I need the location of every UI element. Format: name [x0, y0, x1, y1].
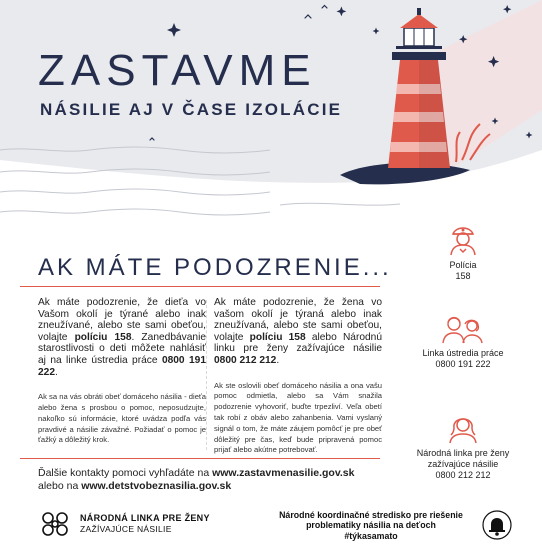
contacts-prefix-1: Ďalšie kontakty pomoci vyhľadáte na — [38, 467, 213, 479]
hero-banner — [0, 0, 542, 235]
coordination-center — [266, 510, 476, 541]
contacts-prefix-2: alebo na — [38, 479, 82, 492]
contacts-line-1 — [38, 467, 354, 480]
womens-line-contact — [388, 410, 538, 481]
labor-label: Linka ústredia práce — [422, 348, 504, 358]
police-contact — [388, 222, 538, 282]
page-title: ZASTAVME — [38, 46, 317, 95]
womens-line-number: 0800 212 212 — [435, 470, 491, 480]
right-women-number: 0800 212 212 — [214, 354, 277, 366]
left-text-e: . — [55, 366, 58, 378]
column-divider — [206, 300, 207, 450]
bell-icon — [482, 510, 512, 540]
logo-line-2: ZAŽÍVAJÚCE NÁSILIE — [80, 524, 172, 534]
logo-line-1: NÁRODNÁ LINKA PRE ŽENY — [80, 513, 210, 523]
left-text-a: Ak máte podozrenie, že dieťa vo Vašom okolí je týrané alebo inak zneužívané, alebo ste sami obeťou, volajte — [38, 297, 206, 343]
labor-number: 0800 191 222 — [435, 359, 491, 369]
contacts-line-2 — [38, 480, 354, 493]
right-paragraph-small: Ak ste oslovili obeť domáceho násilia a ona vašu pomoc odmietla, alebo sa Vám snažila podozrenie vyhovoriť, buďte trpezliví. Veľa obetí tak robí z obáv alebo zahanbenia. Vami vyslaný signál o tom, že máte záujem pomôcť je pre obeť dôležitý pre čas, keď bude pripravená pomoc prijať alebo akútne potrebovať. — [214, 380, 382, 455]
org-line-2: problematiky násilia na deťoch — [306, 520, 436, 531]
right-text-c: alebo Národnú linku pre ženy zažívajúce násilie — [214, 331, 383, 355]
contacts-block — [38, 467, 354, 492]
left-column — [38, 297, 206, 446]
hashtag: #týkasamato — [344, 530, 398, 541]
right-text-a: Ak máte podozrenie, že žena vo vašom okolí je týraná alebo inak zneužívaná, alebo ste sami obeťou, volajte — [214, 297, 382, 343]
police-label: Polícia — [449, 260, 477, 270]
page-subtitle: NÁSILIE AJ V ČASE IZOLÁCIE — [40, 100, 343, 119]
family-icon — [441, 314, 485, 344]
left-text-c: . Zanedbávanie starostlivosti o deti môžete nahlásiť aj na linke ústredia práce — [38, 331, 207, 366]
left-labor-number: 0800 191 222 — [38, 354, 206, 378]
left-paragraph-main — [38, 297, 206, 378]
left-paragraph-small: Ak sa na vás obráti obeť domáceho násilia - dieťa alebo žena s prosbou o pomoc, neposudzujte, nakoľko sú informácie, ktoré uvádza podľa vás pravdivé a násilie závažné. Požiadať o pomoc je ťažký a dôležitý krok. — [38, 392, 206, 445]
section-heading: AK MÁTE PODOZRENIE... — [38, 254, 392, 281]
org-line-1: Národné koordinačné stredisko pre riešenie — [279, 510, 463, 520]
police-officer-icon — [446, 222, 480, 256]
right-text-e: . — [276, 354, 280, 366]
zastavmenasilie-link[interactable]: www.zastavmenasilie.gov.sk — [212, 467, 355, 479]
womens-line-label-2: zažívajúce násilie — [427, 459, 499, 469]
contacts-divider — [20, 458, 380, 459]
womens-line-logo-icon — [38, 510, 72, 538]
right-paragraph-main — [214, 297, 382, 367]
womens-line-label-1: Národná linka pre ženy — [416, 448, 510, 458]
labor-office-contact — [388, 314, 538, 370]
detstvobeznasilia-link[interactable]: www.detstvobeznasilia.gov.sk — [81, 479, 232, 492]
woman-icon — [446, 410, 480, 444]
womens-line-logo — [38, 510, 268, 538]
right-police-number: políciu 158 — [249, 331, 306, 343]
heading-divider — [20, 286, 380, 287]
police-number: 158 — [455, 271, 471, 281]
left-police-number: políciu 158 — [74, 331, 132, 343]
right-column — [214, 297, 382, 456]
